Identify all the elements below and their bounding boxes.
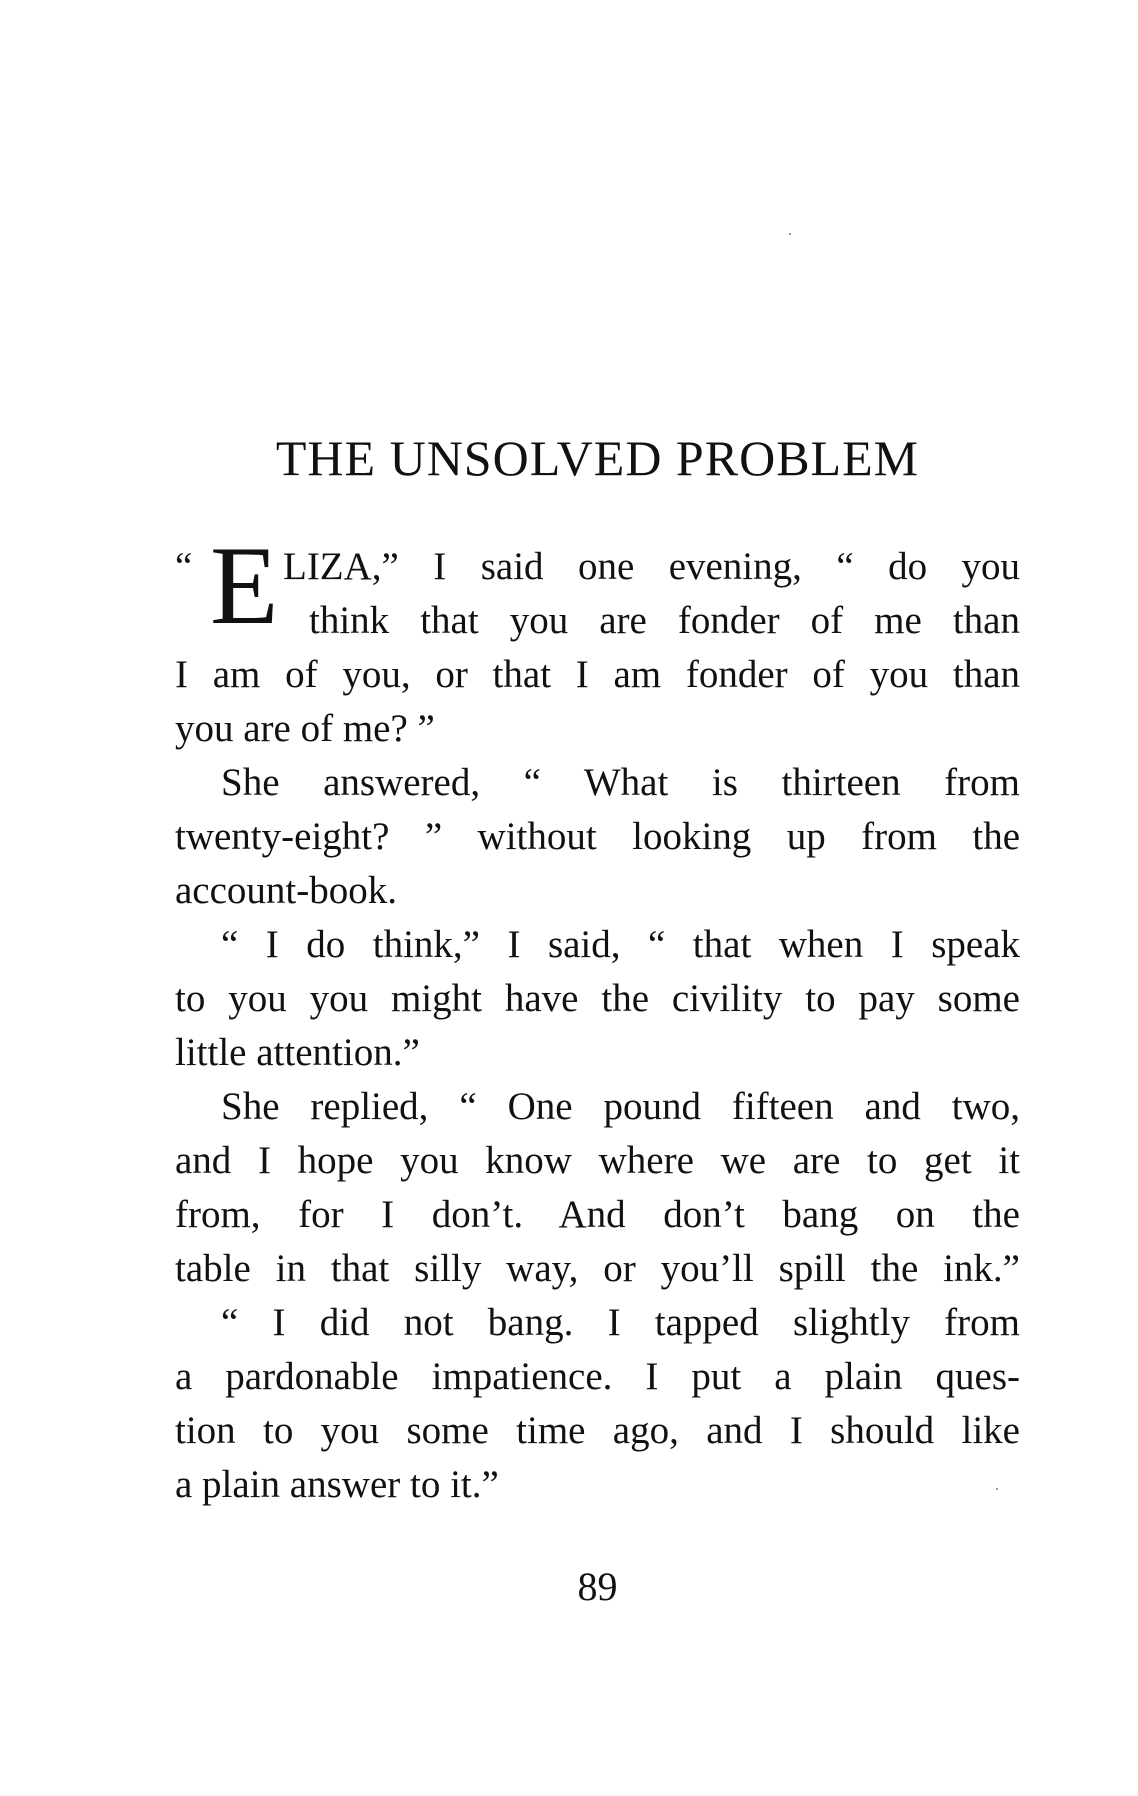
drop-cap: E xyxy=(210,524,279,648)
text-line-14: table in that silly way, or you’ll spill the ink.” xyxy=(175,1247,1020,1290)
text-line-8: “ I do think,” I said, “ that when I speak xyxy=(221,923,1020,966)
text-line-7: account-book. xyxy=(175,869,398,912)
text-line-3: I am of you, or that I am fonder of you than xyxy=(175,653,1020,696)
page-number: 89 xyxy=(577,1564,618,1609)
opening-quote-mark: “ xyxy=(175,545,193,588)
text-line-16: a pardonable impatience. I put a plain ques- xyxy=(175,1355,1020,1398)
text-line-2: think that you are fonder of me than xyxy=(309,599,1020,642)
chapter-title: THE UNSOLVED PROBLEM xyxy=(275,430,920,486)
text-line-17: tion to you some time ago, and I should like xyxy=(175,1409,1020,1452)
text-line-15: “ I did not bang. I tapped slightly from xyxy=(221,1301,1020,1344)
text-line-13: from, for I don’t. And don’t bang on the xyxy=(175,1193,1020,1236)
text-line-4: you are of me? ” xyxy=(175,707,435,750)
text-line-5: She answered, “ What is thirteen from xyxy=(221,761,1020,804)
text-line-12: and I hope you know where we are to get it xyxy=(175,1139,1020,1182)
text-line-10: little attention.” xyxy=(175,1031,420,1074)
text-line-1: LIZA,” I said one evening, “ do you xyxy=(283,545,1020,588)
text-line-6: twenty-eight? ” without looking up from the xyxy=(175,815,1020,858)
paper-speck xyxy=(789,233,791,235)
text-line-18: a plain answer to it.” xyxy=(175,1463,499,1506)
text-line-9: to you you might have the civility to pay some xyxy=(175,977,1020,1020)
text-line-11: She replied, “ One pound fifteen and two, xyxy=(221,1085,1020,1128)
paper-speck xyxy=(996,1488,998,1490)
